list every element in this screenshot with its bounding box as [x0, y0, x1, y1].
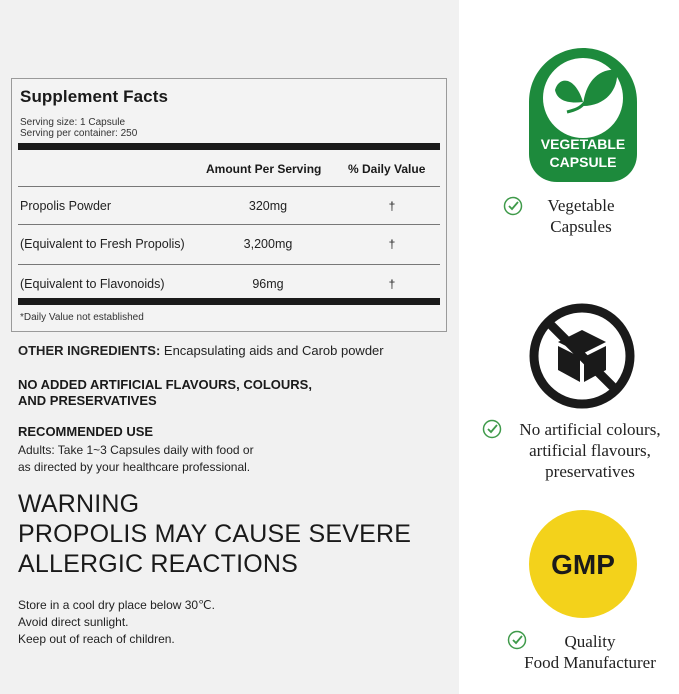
caption-line: Vegetable [547, 196, 615, 215]
supplement-facts-table [11, 78, 447, 332]
column-header-daily-value: % Daily Value [348, 162, 426, 176]
recommended-use-title: RECOMMENDED USE [18, 424, 154, 439]
check-icon [503, 196, 523, 216]
storage-instructions [18, 597, 215, 648]
storage-line: Keep out of reach of children. [18, 632, 175, 646]
no-added-line: AND PRESERVATIVES [18, 393, 157, 408]
storage-line: Store in a cool dry place below 30℃. [18, 598, 215, 612]
recommended-use-line: Adults: Take 1~3 Capsules daily with food or [18, 443, 254, 457]
facts-title: Supplement Facts [20, 87, 169, 106]
recommended-use-text [18, 442, 254, 476]
warning-line: ALLERGIC REACTIONS [18, 550, 299, 578]
no-added-line: NO ADDED ARTIFICIAL FLAVOURS, COLOURS, [18, 377, 312, 392]
caption-line: No artificial colours, [519, 420, 661, 439]
row-daily-value: † [388, 237, 396, 251]
caption-line: artificial flavours, [529, 441, 651, 460]
daily-value-footnote: *Daily Value not established [20, 312, 144, 323]
row-name: (Equivalent to Fresh Propolis) [20, 237, 185, 251]
caption-line: preservatives [545, 462, 635, 481]
row-divider [18, 224, 440, 225]
warning-line: PROPOLIS MAY CAUSE SEVERE [18, 520, 412, 548]
badge-text: VEGETABLE [540, 136, 626, 152]
no-artificial-caption [502, 419, 678, 482]
no-artificial-badge-icon [528, 302, 636, 410]
recommended-use-line: as directed by your healthcare professional. [18, 460, 251, 474]
row-name: Propolis Powder [20, 199, 112, 213]
badge-text: GMP [551, 549, 615, 580]
other-ingredients [18, 343, 384, 358]
other-ingredients-label: OTHER INGREDIENTS: [18, 343, 161, 358]
thick-divider [18, 298, 440, 305]
gmp-badge-icon [527, 508, 639, 620]
row-name: (Equivalent to Flavonoids) [20, 277, 165, 291]
servings-per-container: Serving per container: 250 [20, 128, 138, 139]
serving-size: Serving size: 1 Capsule [20, 117, 126, 128]
caption-line: Food Manufacturer [524, 653, 656, 672]
warning-line: WARNING [18, 490, 140, 518]
row-amount: 3,200mg [243, 237, 293, 251]
caption-line: Capsules [550, 217, 612, 236]
caption-line: Quality [564, 632, 616, 651]
row-daily-value: † [388, 277, 396, 291]
thick-divider [18, 143, 440, 150]
other-ingredients-text: Encapsulating aids and Carob powder [160, 343, 384, 358]
row-daily-value: † [388, 199, 396, 213]
warning-block [18, 489, 411, 579]
column-header-amount: Amount Per Serving [206, 162, 322, 176]
storage-line: Avoid direct sunlight. [18, 615, 129, 629]
no-added-notice [18, 377, 312, 409]
vegetable-capsules-caption [526, 195, 636, 237]
badge-text: CAPSULE [549, 154, 617, 170]
check-icon [482, 419, 502, 439]
row-amount: 320mg [248, 199, 288, 213]
row-amount: 96mg [252, 277, 284, 291]
row-divider [18, 186, 440, 187]
vegetable-capsule-badge-icon [527, 46, 639, 184]
quality-manufacturer-caption [502, 631, 678, 673]
row-divider [18, 264, 440, 265]
